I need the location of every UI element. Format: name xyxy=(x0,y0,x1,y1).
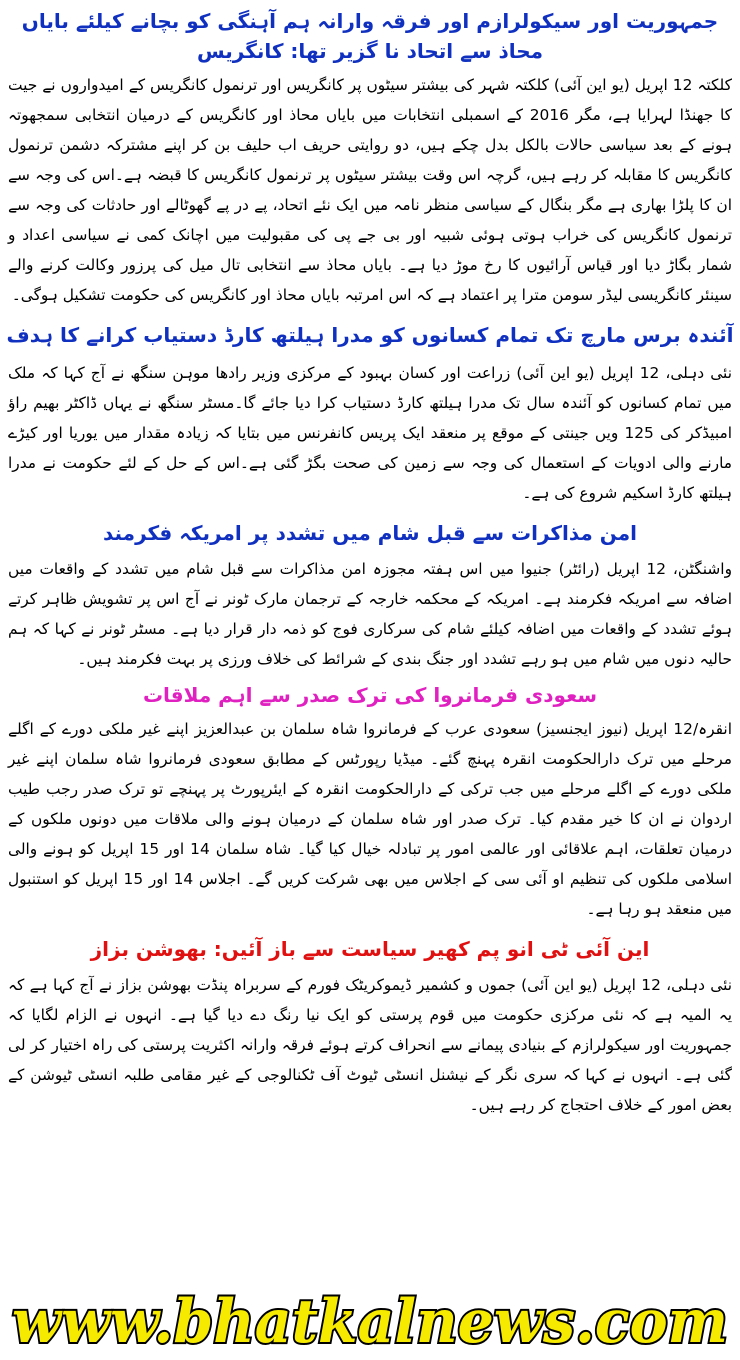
article-headline: این آئی ٹی انو پم کھیر سیاست سے باز آئیں: بھوشن بزاز xyxy=(90,937,650,961)
article-body: نئی دہلی، 12 اپریل (یو این آئی) زراعت اور کسان بہبود کے مرکزی وزیر رادھا موہن سنگھ نے آج کہا کہ ملک میں تمام کسانوں کو آئندہ سال تک مدرا ہیلتھ کارڈ دستیاب کرا دیا جائے گا۔مسٹر سنگھ نے یہاں ڈاکٹر بھیم راؤ امبیڈکر کی 125 ویں جینتی کے موقع پر منعقد ایک پریس کانفرنس میں بتایا کہ زیادہ مقدار میں یوریا اور کیڑے مارنے والی ادویات کے استعمال کی وجہ سے زمین کی صحت بگڑ گئی ہے۔اس کے حل کے لئے حکومت نے مدرا ہیلتھ کارڈ اسکیم شروع کی ہے۔ xyxy=(8,364,732,502)
site-watermark-logo xyxy=(0,1284,740,1360)
watermark-logo-graphic xyxy=(6,1284,734,1360)
article-body: کلکتہ 12 اپریل (یو این آئی) کلکتہ شہر کی بیشتر سیٹوں پر کانگریس اور ترنمول کانگریس کے امیدواروں نے جیت کا جھنڈا لہرایا ہے، مگر 2016 کے اسمبلی انتخابات میں بایاں محاذ اور کانگریس کے درمیان انتخابی سمجھوتہ ہونے کے بعد سیاسی حالات بالکل بدل چکے ہیں، دو روایتی حریف اب حلیف بن کر اپنے مشترکہ دشمن ترنمول کانگریس کا مقابلہ کر رہے ہیں، گرچہ اس وقت بیشتر سیٹوں پر ترنمول کانگریس کا قبضہ ہے۔اس کی وجہ سے ان کا پلڑا بھاری ہے مگر بنگال کے سیاسی منظر نامہ میں ایک نئے اتحاد، پے در پے گھوٹالے اور حادثات کی وجہ سے ترنمول کانگریس کی خراب ہوتی ہوئی شبیہ اور بی جے پی کی مقبولیت میں اچانک کمی نے سیاسی اعداد و شمار بگاڑ دیا اور قیاس آرائیوں کا رخ موڑ دیا ہے۔ بایاں محاذ سے انتخابی تال میل کی پرزور وکالت کرنے والے سینئر کانگریسی لیڈر سومن مترا پر اعتماد ہے کہ اس امرتبہ بایاں محاذ اور کانگریس کی حکومت تشکیل ہوگی۔ xyxy=(8,76,732,304)
article-headline: آئندہ برس مارچ تک تمام کسانوں کو مدرا ہیلتھ کارڈ دستیاب کرانے کا ہدف xyxy=(6,323,734,347)
article-syria-talks xyxy=(6,518,734,674)
article-health-card xyxy=(6,320,734,508)
watermark-text: www.bhatkalnews.com xyxy=(12,1287,728,1357)
article-saudi-turkey xyxy=(6,680,734,924)
article-body: انقرہ/12 اپریل (نیوز ایجنسیز) سعودی عرب کے فرمانروا شاہ سلمان بن عبدالعزیز اپنے غیر ملکی دورے کے اگلے مرحلے میں ترک دارالحکومت انقرہ پہنچ گئے۔ میڈیا رپورٹس کے مطابق سعودی فرمانروا شاہ سلمان اپنے غیر ملکی دورے کے اگلے مرحلے میں جب ترکی کے دارالحکومت انقرہ کے ایئرپورٹ پر پہنچے تو ترک صدر رجب طیب اردوان نے ان کا خیر مقدم کیا۔ ترک صدر اور شاہ سلمان کے درمیان ہونے والی ملاقات میں دونوں ملکوں کے درمیان تعلقات، اہم علاقائی اور عالمی امور پر تبادلہ خیال کیا گیا۔ شاہ سلمان 14 اور 15 اپریل کو ہونے والی اسلامی ملکوں کی تنظیم او آئی سی کے اجلاس میں بھی شرکت کریں گے۔ اجلاس 14 اور 15 اپریل کو استنبول میں منعقد ہو رہا ہے۔ xyxy=(8,720,732,918)
article-headline: امن مذاکرات سے قبل شام میں تشدد پر امریکہ فکرمند xyxy=(102,521,638,545)
article-congress-alliance xyxy=(6,6,734,310)
article-body: نئی دہلی، 12 اپریل (یو این آئی) جموں و کشمیر ڈیموکریٹک فورم کے سربراہ پنڈت بھوشن بزاز نے آج کہا ہے کہ یہ المیہ ہے کہ نئی مرکزی حکومت میں قوم پرستی کو ایک نیا رنگ دے دیا گیا ہے۔ انہوں نے الزام لگایا کہ جمہوریت اور سیکولرازم کے بنیادی پیمانے سے انحراف کرتے ہوئے فرقہ وارانہ اکثریت پرستی کی راہ اختیار کر لی گئی ہے۔ انہوں نے کہا کہ سری نگر کے نیشنل انسٹی ٹیوٹ آف ٹکنالوجی کے غیر مقامی طلبہ انسٹی ٹیوشن کے بعض امور کے خلاف احتجاج کر رہے ہیں۔ xyxy=(8,976,732,1114)
article-body: واشنگٹن، 12 اپریل (رائٹر) جنیوا میں اس ہفتہ مجوزہ امن مذاکرات سے قبل شام میں تشدد کے واقعات میں اضافہ سے امریکہ فکرمند ہے۔ امریکہ کے محکمہ خارجہ کے ترجمان مارک ٹونر نے آج اس پر تشویش ظاہر کرتے ہوئے تشدد کے واقعات میں اضافہ کیلئے شام کی سرکاری فوج کو ذمہ دار قرار دیا ہے۔ مسٹر ٹونر نے کہا کہ ہم حالیہ دنوں میں شام میں ہو رہے تشدد اور جنگ بندی کے شرائط کی خلاف ورزی پر بہت فکرمند ہیں۔ xyxy=(8,560,732,668)
article-headline: جمہوریت اور سیکولرازم اور فرقہ وارانہ ہم آہنگی کو بچانے کیلئے بایاں محاذ سے اتحاد نا گزیر تھا: کانگریس xyxy=(21,9,719,63)
article-nit-protest xyxy=(6,934,734,1120)
article-headline: سعودی فرمانروا کی ترک صدر سے اہم ملاقات xyxy=(142,683,598,707)
